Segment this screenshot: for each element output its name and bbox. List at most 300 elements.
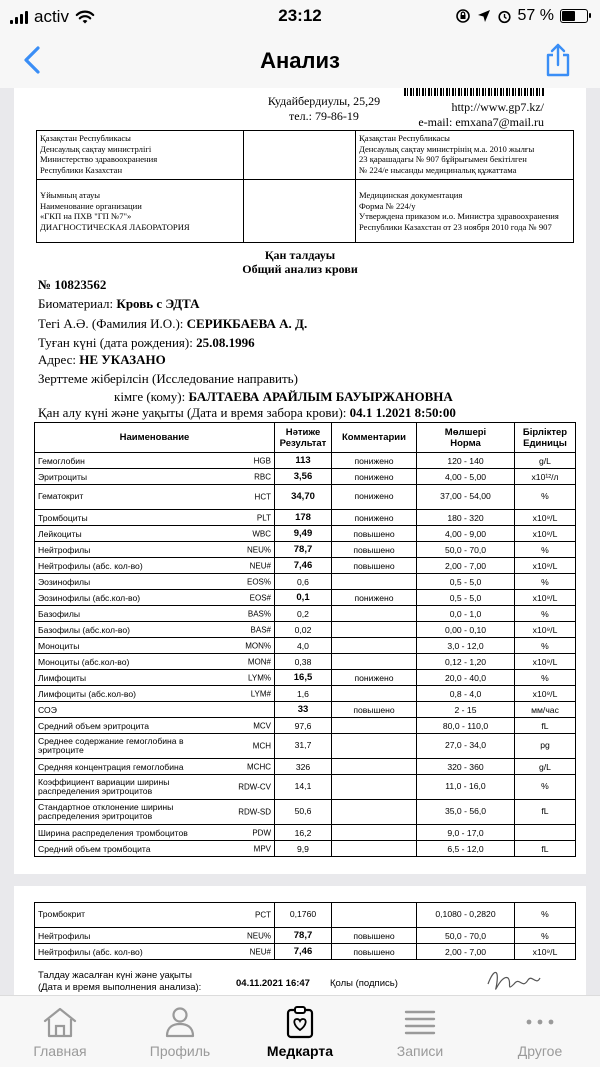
norm-kz: Мөлшері	[444, 426, 487, 438]
result-code: MON#	[247, 657, 271, 666]
result-comment	[332, 622, 417, 638]
result-code: NEU#	[249, 561, 271, 570]
result-norm: 0,00 - 0,10	[417, 622, 515, 638]
result-code: NEU#	[249, 947, 271, 956]
result-code: PCT	[255, 910, 271, 920]
result-name-cell	[35, 718, 275, 734]
tab-appointments[interactable]	[360, 996, 480, 1067]
result-unit: %	[515, 775, 576, 800]
result-unit: fL	[515, 800, 576, 825]
analysis-date-value: 04.11.2021 16:47	[236, 978, 310, 989]
address-line	[38, 352, 166, 368]
results-table-continued	[34, 902, 576, 960]
header-organization	[37, 180, 244, 243]
result-name: Гемоглобин	[38, 455, 85, 466]
result-comment: повышено	[332, 944, 417, 960]
address-value: НЕ УКАЗАНО	[79, 352, 166, 367]
result-comment	[332, 606, 417, 622]
result-value: 113	[275, 453, 332, 469]
header-line: Ұйымның атауы	[40, 190, 101, 200]
result-kz: Нәтиже	[285, 426, 321, 438]
biomaterial-line	[38, 296, 199, 312]
header-line: ДИАГНОСТИЧЕСКАЯ ЛАБОРАТОРИЯ	[40, 221, 190, 232]
column-header-name: Наименование	[35, 423, 275, 453]
result-name: Нейтрофилы	[38, 930, 91, 941]
result-comment: понижено	[332, 590, 417, 606]
result-name-cell	[35, 841, 275, 857]
page-title: Анализ	[260, 48, 340, 73]
result-row	[35, 800, 576, 825]
header-line: Наименование организации	[40, 200, 142, 211]
result-norm: 0,12 - 1,20	[417, 654, 515, 670]
result-name: Эритроциты	[38, 471, 88, 482]
result-name: Базофилы	[38, 608, 81, 619]
share-button[interactable]	[540, 40, 576, 80]
header-order	[356, 131, 574, 180]
column-header-norm	[417, 423, 515, 453]
header-line: Денсаулық сақтау министрінің м.а. 2010 жылғы	[359, 143, 535, 154]
result-comment: повышено	[332, 928, 417, 944]
patient-name-label: Тегі А.Ә. (Фамилия И.О.):	[38, 316, 184, 331]
result-unit: g/L	[515, 453, 576, 469]
referral-to-label: кімге (кому):	[114, 389, 186, 404]
result-unit: x10¹²/л	[515, 469, 576, 485]
result-value: 16,2	[275, 825, 332, 841]
result-name: Моноциты (абс.кол-во)	[38, 656, 130, 667]
referral-to-value: БАЛТАЕВА АРАЙЛЫМ БАУЫРЖАНОВНА	[188, 389, 453, 404]
result-comment	[332, 638, 417, 654]
result-name: Лимфоциты	[38, 672, 87, 683]
result-code: NEU%	[246, 545, 271, 554]
result-unit	[515, 825, 576, 841]
referral-to-line	[114, 389, 453, 405]
user-icon	[164, 1006, 196, 1038]
header-line: Қазақстан Республикасы	[40, 133, 131, 143]
status-left	[10, 7, 95, 27]
result-row	[35, 775, 576, 800]
result-name-cell	[35, 542, 275, 558]
battery-icon	[560, 9, 588, 23]
result-code: NEU%	[246, 931, 271, 940]
result-name: Базофилы (абс.кол-во)	[38, 624, 130, 635]
result-name: Ширина распределения тромбоцитов	[38, 827, 188, 838]
result-code: MPV	[253, 844, 271, 853]
result-norm: 6,5 - 12,0	[417, 841, 515, 857]
result-norm: 9,0 - 17,0	[417, 825, 515, 841]
result-unit: pg	[515, 734, 576, 759]
result-unit: %	[515, 670, 576, 686]
result-norm: 50,0 - 70,0	[417, 542, 515, 558]
analysis-date-label-kz: Талдау жасалған күні және уақыты	[38, 970, 192, 981]
result-name-cell	[35, 574, 275, 590]
result-norm: 11,0 - 16,0	[417, 775, 515, 800]
signal-icon	[10, 10, 28, 24]
result-row	[35, 718, 576, 734]
medical-clipboard-icon	[285, 1005, 315, 1039]
unit-kz: Бірліктер	[522, 426, 568, 438]
result-norm: 0,1080 - 0,2820	[417, 903, 515, 928]
result-code: RDW-SD	[238, 807, 271, 817]
lab-email: e-mail: emxana7@mail.ru	[418, 115, 544, 129]
result-value: 0,02	[275, 622, 332, 638]
column-header-result	[275, 423, 332, 453]
address-street: Кудайбердиулы, 25,29	[267, 94, 381, 108]
result-value: 0,1760	[275, 903, 332, 928]
tab-label: Главная	[33, 1043, 87, 1059]
header-line: Форма № 224/у	[359, 200, 416, 211]
result-value: 34,70	[275, 485, 332, 510]
unit-ru: Единицы	[523, 437, 567, 449]
result-comment: понижено	[332, 670, 417, 686]
result-norm: 4,00 - 5,00	[417, 469, 515, 485]
result-name-cell	[35, 590, 275, 606]
lab-contacts	[384, 100, 544, 130]
address-phone: тел.: 79-86-19	[289, 109, 359, 123]
result-value: 31,7	[275, 734, 332, 759]
biomaterial-label: Биоматериал:	[38, 296, 114, 311]
patient-name: СЕРИКБАЕВА А. Д.	[186, 316, 308, 331]
result-comment	[332, 686, 417, 702]
result-name: Моноциты	[38, 640, 80, 651]
result-code: MCH	[252, 741, 271, 751]
result-comment: повышено	[332, 702, 417, 718]
column-header-comment: Комментарии	[332, 423, 417, 453]
result-name-cell	[35, 775, 275, 800]
result-unit: fL	[515, 718, 576, 734]
result-value: 9,9	[275, 841, 332, 857]
header-line: Республики Казахстан от 23 ноября 2010 года № 907	[359, 221, 552, 232]
result-unit: мм/час	[515, 702, 576, 718]
result-norm: 120 - 140	[417, 453, 515, 469]
tab-home[interactable]	[0, 996, 120, 1067]
lab-website: http://www.gp7.kz/	[451, 100, 544, 114]
sample-date-line	[38, 405, 456, 421]
header-line: Денсаулық сақтау министрлігі	[40, 143, 152, 154]
result-name: Гематокрит	[38, 491, 84, 502]
result-row	[35, 622, 576, 638]
result-norm: 37,00 - 54,00	[417, 485, 515, 510]
result-value: 7,46	[275, 944, 332, 960]
result-comment	[332, 574, 417, 590]
result-comment: повышено	[332, 558, 417, 574]
alarm-icon	[497, 9, 512, 24]
result-row	[35, 825, 576, 841]
result-row	[35, 485, 576, 510]
result-value: 0,6	[275, 574, 332, 590]
result-row	[35, 928, 576, 944]
result-unit: %	[515, 903, 576, 928]
norm-ru: Норма	[450, 437, 481, 449]
result-name-cell	[35, 702, 275, 718]
result-unit: %	[515, 542, 576, 558]
result-unit: %	[515, 574, 576, 590]
result-row	[35, 841, 576, 857]
result-unit: %	[515, 606, 576, 622]
signature-label: Қолы (подпись)	[330, 978, 398, 989]
result-unit: x10⁹/L	[515, 654, 576, 670]
location-icon	[477, 9, 491, 23]
result-code: HCT	[254, 492, 271, 502]
dob-label: Туған күні (дата рождения):	[38, 335, 193, 350]
result-comment: понижено	[332, 469, 417, 485]
header-form	[356, 180, 574, 243]
result-value: 326	[275, 759, 332, 775]
header-empty	[244, 180, 356, 243]
tab-label: Записи	[396, 1043, 444, 1059]
result-name: Средний объем тромбоцита	[38, 843, 151, 854]
result-name-cell	[35, 944, 275, 960]
result-comment	[332, 903, 417, 928]
header-line: «ГКП на ПХВ "ГП №7"»	[40, 211, 132, 221]
result-name-cell	[35, 825, 275, 841]
header-line: № 224/е нысанды медициналық құжаттама	[359, 164, 517, 175]
result-norm: 0,0 - 1,0	[417, 606, 515, 622]
header-line: Утверждена приказом и.о. Министра здравоохранения	[359, 211, 559, 221]
tab-medcard[interactable]	[240, 996, 360, 1067]
tab-label: Медкарта	[266, 1043, 334, 1059]
result-norm: 0,5 - 5,0	[417, 574, 515, 590]
result-code: PLT	[256, 513, 271, 522]
result-name: Эозинофилы (абс.кол-во)	[38, 592, 141, 603]
result-value: 0,38	[275, 654, 332, 670]
document-page-1	[14, 88, 586, 874]
result-comment	[332, 825, 417, 841]
result-unit: x10⁹/L	[515, 558, 576, 574]
result-code: LYM#	[250, 689, 271, 698]
result-value: 7,46	[275, 558, 332, 574]
carrier-label: activ	[34, 7, 69, 26]
result-name: Нейтрофилы	[38, 544, 91, 555]
home-icon	[42, 1006, 78, 1038]
result-name-cell	[35, 510, 275, 526]
result-comment	[332, 841, 417, 857]
dob-line	[38, 335, 255, 351]
result-code: WBC	[252, 529, 271, 538]
result-name: Лейкоциты	[38, 528, 82, 539]
result-value: 9,49	[275, 526, 332, 542]
analysis-date-label	[38, 970, 201, 994]
result-code: LYM%	[248, 673, 271, 682]
status-right	[455, 7, 588, 25]
dob-value: 25.08.1996	[196, 335, 255, 350]
result-comment	[332, 734, 417, 759]
result-name-cell	[35, 734, 275, 759]
header-line: Медицинская документация	[359, 190, 463, 200]
result-name: Нейтрофилы (абс. кол-во)	[38, 560, 143, 571]
document-title	[14, 248, 586, 276]
result-row	[35, 686, 576, 702]
result-name: Среднее содержание гемоглобина в эритроците	[38, 735, 184, 755]
result-name-cell	[35, 622, 275, 638]
result-value: 0,2	[275, 606, 332, 622]
result-comment: понижено	[332, 485, 417, 510]
result-comment: повышено	[332, 526, 417, 542]
result-norm: 0,8 - 4,0	[417, 686, 515, 702]
result-norm: 2,00 - 7,00	[417, 944, 515, 960]
column-header-unit	[515, 423, 576, 453]
result-name: СОЭ	[38, 704, 57, 715]
result-value: 4,0	[275, 638, 332, 654]
result-name-cell	[35, 686, 275, 702]
result-norm: 4,00 - 9,00	[417, 526, 515, 542]
result-code: EOS#	[249, 593, 271, 602]
result-unit: g/L	[515, 759, 576, 775]
result-code: HGB	[253, 456, 271, 465]
analysis-date-label-ru: (Дата и время выполнения анализа):	[38, 982, 202, 993]
result-norm: 50,0 - 70,0	[417, 928, 515, 944]
battery-percent: 57 %	[517, 7, 554, 24]
header-line: Қазақстан Республикасы	[359, 133, 450, 143]
biomaterial-value: Кровь с ЭДТА	[116, 296, 200, 311]
result-code: RBC	[254, 472, 271, 481]
result-name-cell	[35, 928, 275, 944]
document-page-2	[14, 886, 586, 995]
result-code: BAS%	[247, 609, 271, 618]
result-value: 33	[275, 702, 332, 718]
tab-label: Другое	[517, 1043, 563, 1059]
result-unit: x10⁹/L	[515, 686, 576, 702]
result-name-cell	[35, 469, 275, 485]
header-line: 23 қарашадағы № 907 бұйрығымен бекітілген	[359, 154, 527, 164]
title-ru: Общий анализ крови	[242, 262, 358, 276]
result-value: 16,5	[275, 670, 332, 686]
result-name: Нейтрофилы (абс. кол-во)	[38, 946, 143, 957]
result-value: 97,6	[275, 718, 332, 734]
result-unit: fL	[515, 841, 576, 857]
patient-name-line	[38, 316, 307, 332]
wifi-icon	[75, 10, 95, 25]
result-row	[35, 542, 576, 558]
more-dots-icon	[524, 1017, 556, 1027]
result-name: Эозинофилы	[38, 576, 91, 587]
result-comment	[332, 759, 417, 775]
result-row	[35, 510, 576, 526]
result-unit: %	[515, 928, 576, 944]
result-value: 3,56	[275, 469, 332, 485]
result-row	[35, 558, 576, 574]
result-unit: %	[515, 485, 576, 510]
result-row	[35, 702, 576, 718]
result-code: MCV	[253, 721, 271, 730]
result-row	[35, 453, 576, 469]
header-ministry	[37, 131, 244, 180]
result-name-cell	[35, 638, 275, 654]
tab-more[interactable]	[480, 996, 600, 1067]
result-name-cell	[35, 759, 275, 775]
result-name-cell	[35, 485, 275, 510]
result-row	[35, 590, 576, 606]
result-comment	[332, 654, 417, 670]
result-name-cell	[35, 903, 275, 928]
result-row	[35, 654, 576, 670]
result-norm: 35,0 - 56,0	[417, 800, 515, 825]
result-name: Тромбокрит	[38, 909, 86, 920]
status-time: 23:12	[278, 6, 322, 25]
result-name: Средняя концентрация гемоглобина	[38, 761, 184, 772]
result-norm: 27,0 - 34,0	[417, 734, 515, 759]
result-name-cell	[35, 606, 275, 622]
tab-profile[interactable]	[120, 996, 240, 1067]
result-norm: 320 - 360	[417, 759, 515, 775]
result-name-cell	[35, 654, 275, 670]
tab-bar	[0, 995, 600, 1067]
result-row	[35, 944, 576, 960]
result-row	[35, 469, 576, 485]
result-row	[35, 606, 576, 622]
result-row	[35, 734, 576, 759]
result-comment	[332, 775, 417, 800]
result-norm: 3,0 - 12,0	[417, 638, 515, 654]
tab-label: Профиль	[149, 1043, 211, 1059]
lab-address	[244, 94, 404, 124]
result-name: Средний объем эритроцита	[38, 720, 149, 731]
result-norm: 180 - 320	[417, 510, 515, 526]
result-row	[35, 903, 576, 928]
navigation-bar	[0, 34, 600, 88]
referral-label: Зерттеме жіберілсін (Исследование направить)	[38, 371, 298, 386]
list-icon	[404, 1008, 436, 1036]
signature-scribble	[484, 964, 544, 995]
result-code: PDW	[252, 828, 271, 837]
result-unit: x10⁹/L	[515, 526, 576, 542]
status-bar	[0, 0, 600, 34]
result-code: RDW-CV	[238, 782, 271, 792]
result-code: BAS#	[250, 625, 271, 634]
result-name-cell	[35, 800, 275, 825]
header-line: Республики Казахстан	[40, 164, 123, 175]
document-header-table	[36, 130, 574, 243]
result-norm: 0,5 - 5,0	[417, 590, 515, 606]
result-row	[35, 526, 576, 542]
analysis-number: № 10823562	[38, 277, 107, 292]
result-value: 14,1	[275, 775, 332, 800]
result-name-cell	[35, 453, 275, 469]
result-comment: понижено	[332, 453, 417, 469]
result-row	[35, 638, 576, 654]
result-unit: x10⁹/L	[515, 510, 576, 526]
result-name: Стандартное отклонение ширины распределения эритроцитов	[38, 801, 174, 821]
result-code: EOS%	[246, 577, 271, 586]
result-value: 178	[275, 510, 332, 526]
result-unit: x10⁹/L	[515, 590, 576, 606]
result-value: 78,7	[275, 928, 332, 944]
result-comment: понижено	[332, 510, 417, 526]
result-norm: 2 - 15	[417, 702, 515, 718]
result-unit: x10⁹/L	[515, 944, 576, 960]
result-code: MON%	[245, 641, 271, 650]
result-norm: 2,00 - 7,00	[417, 558, 515, 574]
result-name-cell	[35, 558, 275, 574]
result-norm: 20,0 - 40,0	[417, 670, 515, 686]
sample-date-value: 04.1 1.2021 8:50:00	[349, 405, 456, 420]
result-comment	[332, 718, 417, 734]
result-value: 0,1	[275, 590, 332, 606]
result-comment: повышено	[332, 542, 417, 558]
header-line: Министерство здравоохранения	[40, 154, 158, 164]
result-row	[35, 670, 576, 686]
result-name: Лимфоциты (абс.кол-во)	[38, 688, 137, 699]
result-value: 1,6	[275, 686, 332, 702]
document-viewer[interactable]	[0, 88, 600, 995]
result-row	[35, 574, 576, 590]
address-label: Адрес:	[38, 352, 76, 367]
result-name: Тромбоциты	[38, 512, 88, 523]
result-unit: %	[515, 638, 576, 654]
result-name: Коэффициент вариации ширины распределения эритроцитов	[38, 776, 170, 796]
header-empty	[244, 131, 356, 180]
result-name-cell	[35, 670, 275, 686]
orientation-lock-icon	[455, 8, 471, 24]
